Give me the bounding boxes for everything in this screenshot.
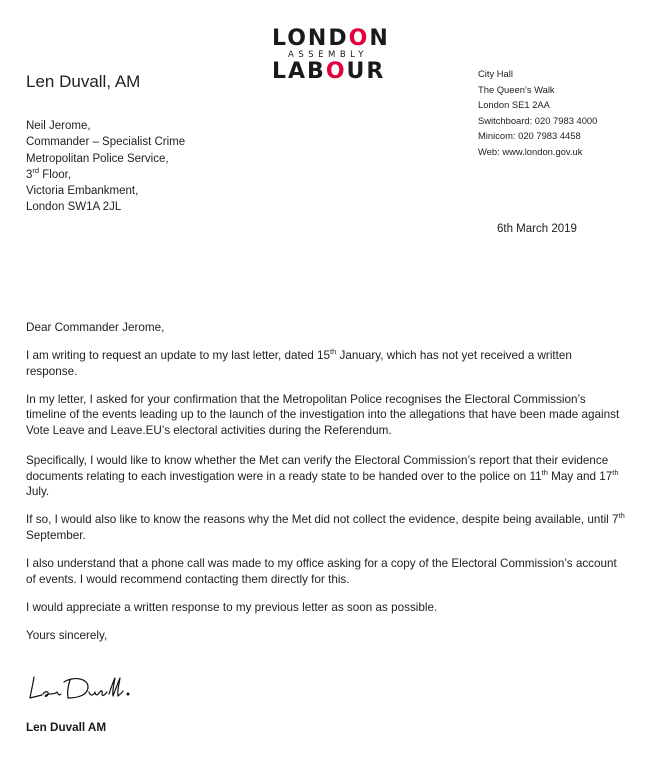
paragraph-2: In my letter, I asked for your confirmation that the Metropolitan Police recognises the Electoral Commission’s timeline of the events leading up to the launch of the investigation into the allegations that have been made against Vote Leave and Leave.EU’s electoral activities during the Referendum. [26, 392, 620, 437]
logo-line-assembly: ASSEMBLY [288, 50, 368, 60]
recipient-floor: 3rd Floor, [26, 165, 72, 181]
contact-line: The Queen’s Walk [478, 83, 555, 95]
logo-line-london: LONDON [272, 26, 390, 51]
logo-line-labour: LABOUR [272, 58, 386, 84]
contact-line: Web: www.london.gov.uk [478, 145, 583, 157]
handwritten-signature [28, 670, 138, 706]
recipient-org: Metropolitan Police Service, [26, 152, 169, 165]
letter-date: 6th March 2019 [497, 223, 577, 235]
paragraph-3: Specifically, I would like to know whether the Met can verify the Electoral Commission’s report that their evidence documents relating to each investigation were in a ready state to be handed over to the police on 11th May and 17th July. [26, 454, 619, 499]
contact-line: London SE1 2AA [478, 99, 550, 110]
contact-line: Switchboard: 020 7983 4000 [478, 114, 598, 126]
recipient-city: London SW1A 2JL [26, 201, 122, 214]
signature-name: Len Duvall AM [26, 721, 107, 734]
contact-block [478, 66, 597, 159]
recipient-address [26, 118, 185, 216]
recipient-title: Commander – Specialist Crime [26, 136, 186, 149]
sender-name: Len Duvall, AM [26, 72, 141, 91]
paragraph-4: If so, I would also like to know the reasons why the Met did not collect the evidence, despite being available, until 7th September. [26, 511, 625, 542]
paragraph-5: I also understand that a phone call was made to my office asking for a copy of the Electoral Commission’s account of events. I would recommend contacting them directly for this. [26, 557, 617, 586]
closing: Yours sincerely, [26, 628, 108, 642]
contact-line: Minicom: 020 7983 4458 [478, 130, 581, 141]
paragraph-6: I would appreciate a written response to my previous letter as soon as possible. [26, 600, 438, 614]
recipient-name: Neil Jerome, [26, 120, 91, 132]
recipient-street: Victoria Embankment, [26, 185, 139, 198]
paragraph-1: I am writing to request an update to my last letter, dated 15th January, which has not yet received a written response. [26, 347, 572, 378]
london-assembly-labour-logo [272, 26, 390, 84]
letter-body [26, 320, 626, 656]
salutation: Dear Commander Jerome, [26, 321, 165, 334]
contact-line: City Hall [478, 68, 513, 79]
